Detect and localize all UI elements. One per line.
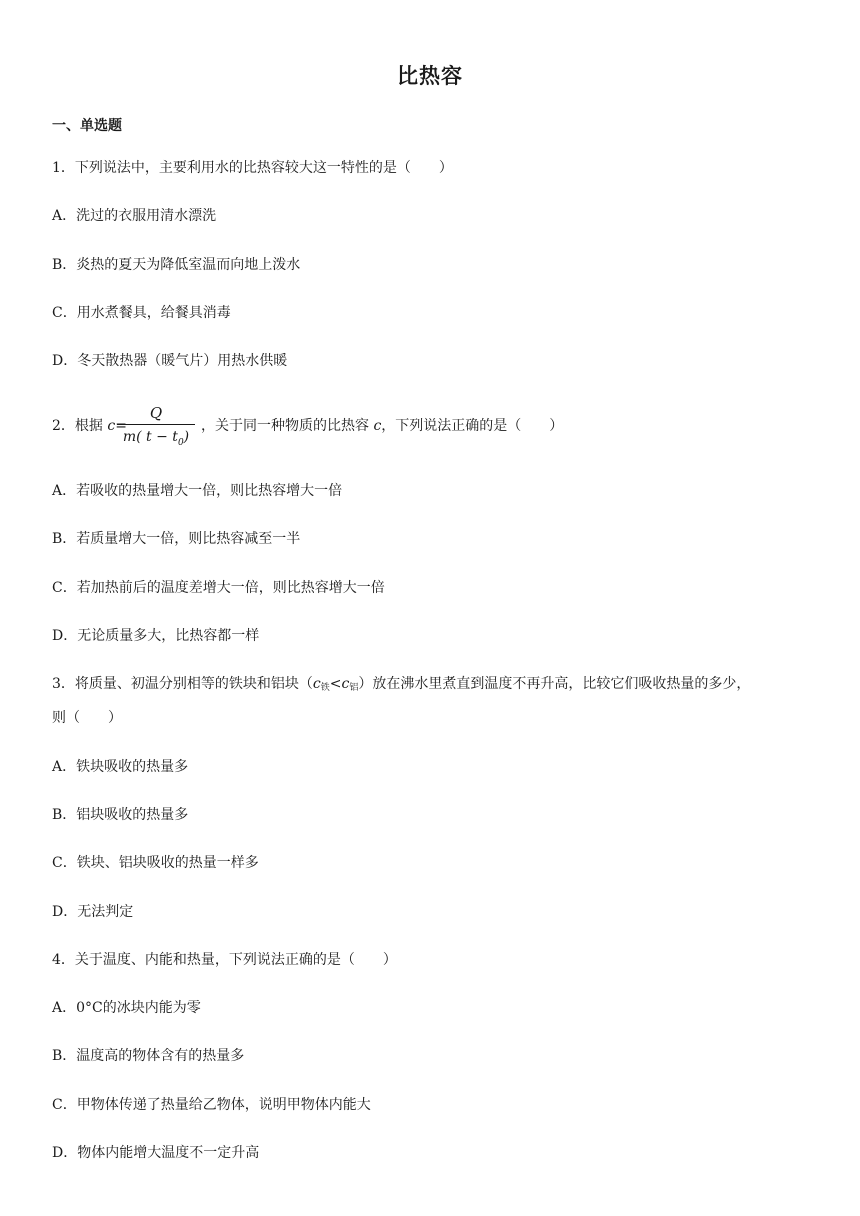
- specific-heat-formula: [115, 404, 197, 450]
- formula-numerator: Q: [149, 404, 163, 422]
- question-2-option-a: A．若吸收的热量增大一倍，则比热容增大一倍: [52, 483, 343, 499]
- question-2-option-d: D．无论质量多大，比热容都一样: [52, 628, 260, 644]
- question-1-option-a: A．洗过的衣服用清水漂洗: [52, 208, 217, 224]
- question-1-option-b: B．炎热的夏天为降低室温而向地上泼水: [52, 257, 301, 273]
- question-1-option-c: C．用水煮餐具，给餐具消毒: [52, 305, 231, 321]
- question-3-option-b: B．铝块吸收的热量多: [52, 807, 189, 823]
- question-2-suffix: ，关于同一种物质的比热容 c，下列说法正确的是（ ）: [201, 418, 564, 434]
- question-3-stem-line-1: 3．将质量、初温分别相等的铁块和铝块（c铁<c铝）放在沸水里煮直到温度不再升高，比较它们吸收热量的多少，: [52, 676, 751, 693]
- formula-denominator: m( $t - t_0$): [122, 429, 190, 448]
- question-4-option-c: C．甲物体传递了热量给乙物体，说明甲物体内能大: [52, 1097, 371, 1113]
- question-4-stem: 4．关于温度、内能和热量，下列说法正确的是（ ）: [52, 952, 397, 968]
- question-2-option-c: C．若加热前后的温度差增大一倍，则比热容增大一倍: [52, 580, 385, 596]
- question-2-option-b: B．若质量增大一倍，则比热容减至一半: [52, 531, 301, 547]
- fraction-bar: [117, 424, 195, 425]
- question-1-stem: 1．下列说法中，主要利用水的比热容较大这一特性的是（ ）: [52, 160, 453, 176]
- question-3-option-d: D．无法判定: [52, 904, 134, 920]
- question-4-option-a: A．0°C的冰块内能为零: [52, 1000, 201, 1016]
- question-3-stem-line-2: 则（ ）: [52, 710, 122, 726]
- question-4-option-b: B．温度高的物体含有的热量多: [52, 1048, 245, 1064]
- section-heading: 一、单选题: [52, 118, 122, 134]
- question-4-option-d: D．物体内能增大温度不一定升高: [52, 1145, 260, 1161]
- document-title: 比热容: [397, 64, 463, 88]
- question-1-option-d: D．冬天散热器（暖气片）用热水供暖: [52, 353, 288, 369]
- question-2-prefix: 2．根据 c=: [52, 418, 127, 434]
- question-3-option-a: A．铁块吸收的热量多: [52, 759, 189, 775]
- question-3-option-c: C．铁块、铝块吸收的热量一样多: [52, 855, 259, 871]
